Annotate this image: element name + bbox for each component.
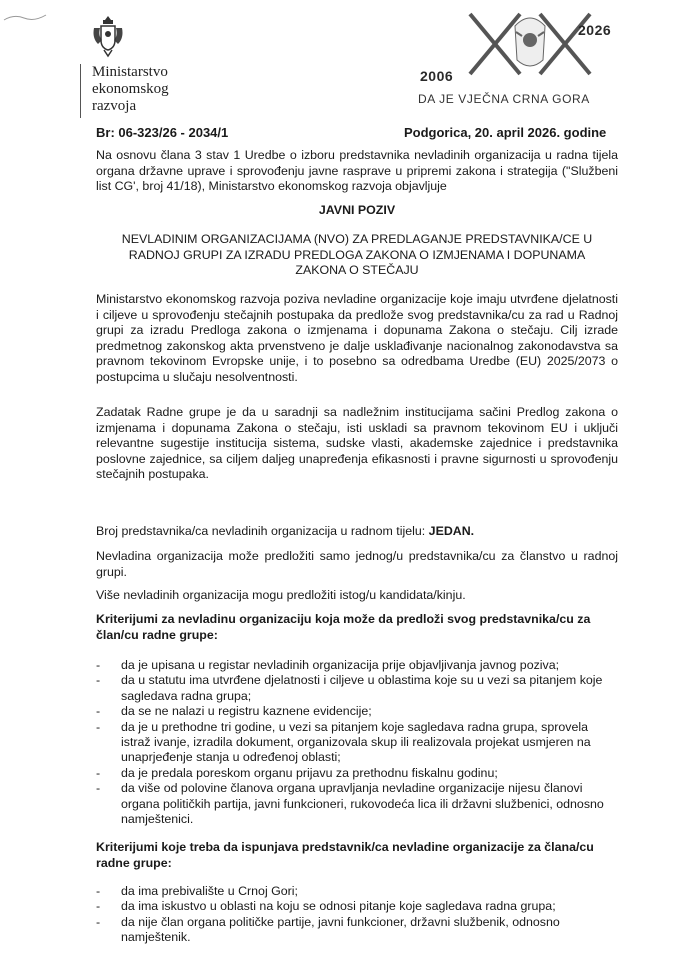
bullet: - (96, 765, 101, 780)
list-item-text: da je upisana u registar nevladinih organizacija prije objavljivanja javnog poziva; (121, 658, 560, 672)
coat-of-arms-icon (90, 14, 126, 58)
reference-number: Br: 06-323/26 - 2034/1 (96, 125, 229, 140)
subtitle: NEVLADINIM ORGANIZACIJAMA (NVO) ZA PREDLAGANJE PREDSTAVNIKA/CE U RADNOJ GRUPI ZA IZRADU PREDLOGA ZAKONA O IZMJENAMA I DOPUNAMA ZAKONA O STEČAJU (121, 232, 593, 278)
bullet: - (96, 704, 101, 719)
list-item-text: da se ne nalazi u registru kaznene evidencije; (121, 704, 372, 719)
bullet: - (96, 673, 101, 688)
year-end: 2026 (578, 22, 612, 38)
ministry-name (92, 64, 169, 115)
count-label: Broj predstavnika/ca nevladinih organizacija u radnom tijelu: (96, 524, 429, 538)
list-item-text: da je u prethodne tri godine, u vezi sa pitanjem koje sagledava radna grupa, sprovela istraž ivanje, izradila dokument, organizovala skup ili realizovala projekat usmjeren na unaprjeđenje stanja u određenoj oblasti; (121, 719, 591, 765)
divider-line (80, 64, 81, 118)
paragraph-2: Zadatak Radne grupe je da u saradnji sa nadležnim institucijama sačini Predlog zakona o izmjenama i dopunama Zakona o stečaju, isti uskladi sa pravnom tekovinom EU i uključi relevantne sugestije institucija sistema, sudske vlasti, akademske zajednice i predstavnika poslovne zajednice, sa ciljem daljeg unapređenja efikasnosti i pravne sigurnosti u sprovođenju stečajnih postupaka. (96, 405, 618, 482)
handwritten-mark-icon (2, 8, 62, 28)
paragraph-4: Više nevladinih organizacija mogu predložiti istog/u kandidata/kinju. (96, 588, 466, 602)
list-item (96, 658, 618, 673)
ministry-line: ekonomskog (92, 81, 169, 97)
title: JAVNI POZIV (318, 203, 396, 217)
criteria-rep-list (96, 884, 618, 946)
criteria-rep-heading: Kriterijumi koje treba da ispunjava predstavnik/ca nevladine organizacije za člana/cu radne grupe: (96, 840, 594, 870)
criteria-org-heading: Kriterijumi za nevladinu organizaciju koja može da predloži svog predstavnika/cu za član/cu radne grupe: (96, 612, 591, 642)
bullet: - (96, 719, 101, 734)
motto: DA JE VJEČNA CRNA GORA (418, 92, 590, 106)
anniversary-logo (418, 8, 650, 106)
ministry-line: razvoja (92, 98, 137, 114)
bullet: - (96, 884, 101, 898)
list-item-text: da nije član organa političke partije, javni funkcioner, državni službenik, odnosno namještenik. (121, 914, 560, 945)
criteria-org-list (96, 658, 618, 827)
list-item (96, 899, 618, 914)
list-item-text: da je predala poreskom organu prijavu za prethodnu fiskalnu godinu; (121, 765, 498, 780)
paragraph-1: Ministarstvo ekonomskog razvoja poziva nevladine organizacije koje imaju utvrđene djelatnosti i ciljeve u sprovođenju stečajnih postupaka da predlože svog predstavnika/cu za rad u Radnoj grupi za izradu Predloga zakona o izmjenama i dopunama Zakona o stečaju. Cilj izrade predmetnog zakonskog akta prvenstveno je dalje usklađivanje nacionalnog zakonodavstva sa pravnom tekovinom Evropske unije, i to posebno sa odredbama Uredbe (EU) 2025/2073 o postupcima u slučaju nesolventnosti. (96, 292, 618, 384)
list-item-text: da ima iskustvo u oblasti na koju se odnosi pitanje koje sagledava radna grupa; (121, 899, 556, 914)
year-start: 2006 (420, 68, 454, 84)
intro-paragraph: Na osnovu člana 3 stav 1 Uredbe o izboru predstavnika nevladinih organizacija u radna tijela organa državne uprave i sprovođenju javne rasprave u pripremi zakona i strategija ("Službeni list CG', broj 41/18), Ministarstvo ekonomskog razvoja objavljuje (96, 148, 618, 194)
bullet: - (96, 914, 101, 929)
bullet: - (96, 899, 101, 914)
list-item-text: da ima prebivalište u Crnoj Gori; (121, 884, 298, 898)
representative-count (96, 524, 618, 540)
list-item-text: da u statutu ima utvrđene djelatnosti i ciljeve u oblastima koje su u vezi sa pitanjem koje sagledava radna grupa; (121, 673, 603, 703)
list-item-text: da više od polovine članova organa upravljanja nevladine organizacije nijesu članovi organa političkih partija, javni funkcioneri, rukovodeća lica ili državni službenici, odnosno namještenici. (121, 781, 604, 827)
paragraph-3: Nevladina organizacija može predložiti samo jednog/u predstavnika/cu za članstvo u radnoj grupi. (96, 549, 618, 579)
count-value: JEDAN. (428, 524, 475, 538)
place-date: Podgorica, 20. april 2026. godine (404, 125, 607, 140)
bullet: - (96, 658, 101, 672)
list-item (96, 673, 618, 704)
list-item (96, 884, 618, 899)
list-item (96, 766, 618, 781)
ministry-line: Ministarstvo (92, 64, 168, 80)
xx-emblem-icon (460, 8, 600, 80)
list-item (96, 720, 618, 766)
list-item (96, 704, 618, 719)
ministry-logo (80, 14, 280, 114)
list-item (96, 781, 618, 827)
bullet: - (96, 781, 101, 796)
list-item (96, 915, 618, 946)
